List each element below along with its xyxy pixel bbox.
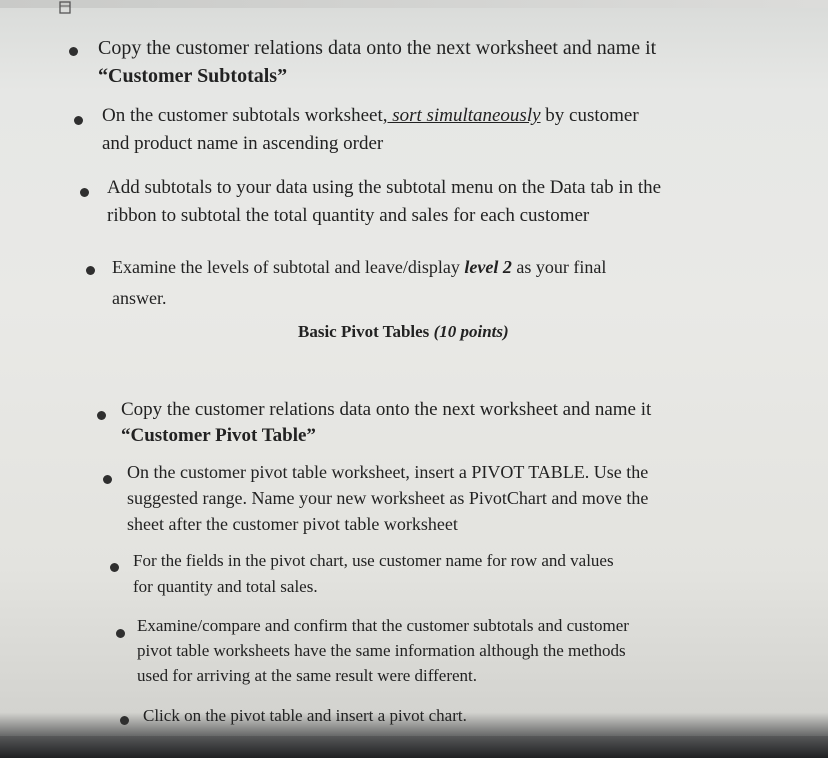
item-line: pivot table worksheets have the same information although the methods: [137, 641, 626, 660]
emphasis-text: sort simultaneously: [387, 105, 541, 126]
item-line: “Customer Pivot Table”: [121, 425, 316, 446]
item-line: Click on the pivot table and insert a pivot chart.: [143, 706, 467, 725]
bullet-icon: [74, 116, 83, 125]
section-heading: [298, 322, 509, 342]
item-line: used for arriving at the same result were different.: [137, 666, 478, 685]
item-line: Add subtotals to your data using the subtotal menu on the Data tab in the: [107, 177, 662, 198]
item-line: suggested range. Name your new worksheet as PivotChart and move the: [127, 488, 649, 508]
heading-points: (10 points): [433, 322, 509, 341]
item-line: Examine/compare and confirm that the customer subtotals and customer: [137, 616, 629, 635]
list-item: [127, 459, 648, 537]
list-item: [133, 548, 614, 600]
item-line: For the fields in the pivot chart, use customer name for row and values: [133, 551, 614, 570]
bullet-icon: [116, 629, 125, 638]
list-item: [112, 252, 606, 314]
bullet-icon: [110, 563, 119, 572]
bullet-icon: [86, 266, 95, 275]
list-item: [98, 34, 656, 90]
bullet-icon: [80, 188, 89, 197]
item-text: as your final: [511, 257, 607, 277]
item-line: “Customer Subtotals”: [98, 65, 288, 87]
bullet-icon: [120, 716, 129, 725]
list-item: [107, 174, 661, 230]
screen-bezel: [0, 736, 828, 758]
list-item: [143, 703, 467, 729]
item-line: sheet after the customer pivot table worksheet: [127, 514, 458, 534]
item-line: and product name in ascending order: [102, 133, 384, 154]
item-line: answer.: [112, 288, 167, 308]
list-item: [102, 102, 639, 158]
top-edge-strip: [0, 0, 828, 8]
item-line: for quantity and total sales.: [133, 577, 318, 596]
item-line: [102, 102, 639, 130]
item-text: by customer: [540, 105, 639, 126]
item-line: Copy the customer relations data onto the next worksheet and name it: [121, 399, 652, 420]
item-line: [112, 252, 606, 283]
item-line: ribbon to subtotal the total quantity and sales for each customer: [107, 205, 590, 226]
bullet-icon: [69, 47, 78, 56]
bullet-icon: [97, 411, 106, 420]
item-text: On the customer subtotals worksheet,: [102, 105, 388, 126]
item-line: Copy the customer relations data onto the next worksheet and name it: [98, 37, 657, 59]
item-line: On the customer pivot table worksheet, insert a PIVOT TABLE. Use the: [127, 462, 649, 482]
bullet-icon: [103, 475, 112, 484]
document-corner-icon: [58, 0, 72, 14]
level-text: level 2: [464, 257, 512, 277]
item-text: Examine the levels of subtotal and leave/display: [112, 257, 465, 277]
heading-text: Basic Pivot Tables: [298, 322, 434, 341]
list-item: [121, 397, 651, 449]
list-item: [137, 613, 629, 688]
